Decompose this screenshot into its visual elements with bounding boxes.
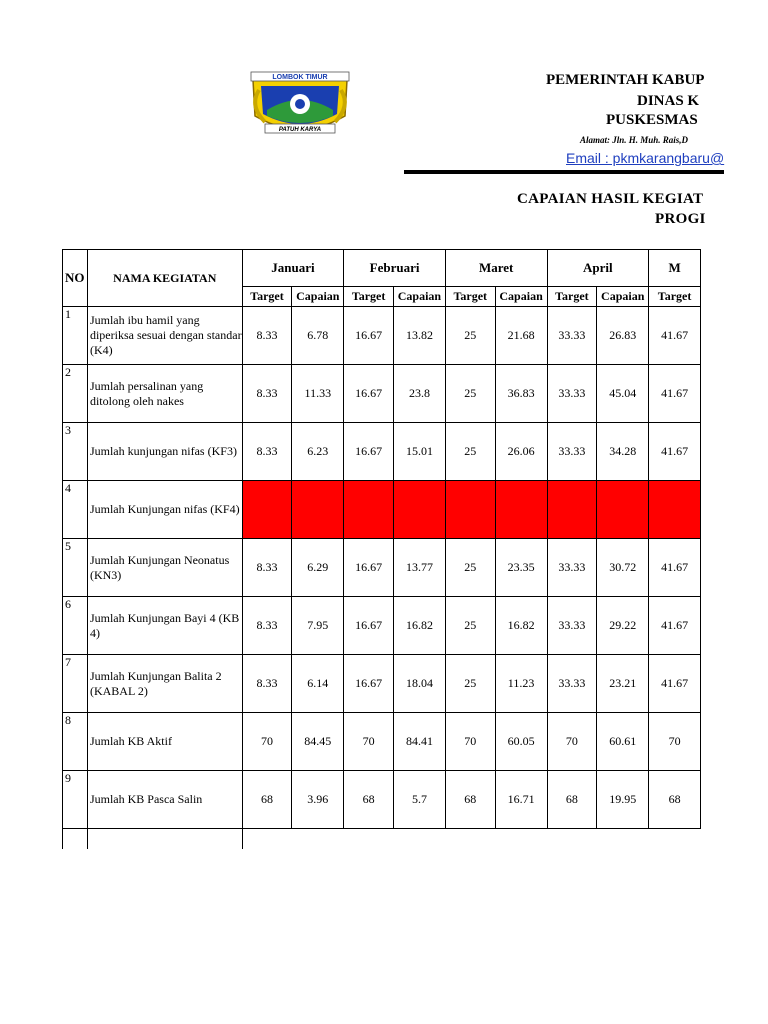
month-header-fifth: M [649,250,701,287]
empty-cell [394,829,446,849]
capaian-value-cell: 16.71 [495,771,547,829]
subheader-target: Target [649,287,701,307]
header-line-government: PEMERINTAH KABUP [546,72,705,88]
row-number: 5 [63,539,88,597]
target-value-cell: 8.33 [242,539,292,597]
empty-cell [292,829,344,849]
empty-cell [547,829,597,849]
target-value-cell [649,481,701,539]
table-row [63,771,701,829]
target-value-cell: 70 [242,713,292,771]
row-number: 4 [63,481,88,539]
activity-name: Jumlah Kunjungan Balita 2 (KABAL 2) [87,655,242,713]
capaian-value-cell: 30.72 [597,539,649,597]
target-value-cell [344,481,394,539]
table-row [63,307,701,365]
report-title-line2: PROGI [655,211,706,227]
subheader-target: Target [344,287,394,307]
capaian-value-cell: 45.04 [597,365,649,423]
subheader-capaian: Capaian [292,287,344,307]
header-line-puskesmas: PUSKESMAS [606,112,698,128]
target-value-cell: 25 [445,365,495,423]
table-row [63,423,701,481]
month-header-januari: Januari [242,250,344,287]
target-value-cell [445,481,495,539]
logo-bottom-text: PATUH KARYA [278,127,322,133]
table-row [63,655,701,713]
lombok-timur-emblem-logo [245,70,355,140]
capaian-value-cell: 11.23 [495,655,547,713]
capaian-value-cell [597,481,649,539]
capaian-value-cell [292,481,344,539]
activity-name: Jumlah Kunjungan Neonatus (KN3) [87,539,242,597]
target-value-cell: 68 [242,771,292,829]
target-value-cell: 16.67 [344,423,394,481]
subheader-capaian: Capaian [394,287,446,307]
target-value-cell: 16.67 [344,539,394,597]
capaian-value-cell: 16.82 [495,597,547,655]
table-body [63,307,701,849]
target-value-cell: 8.33 [242,597,292,655]
capaian-value-cell: 23.21 [597,655,649,713]
target-value-cell: 41.67 [649,655,701,713]
target-value-cell: 33.33 [547,365,597,423]
capaian-value-cell: 6.14 [292,655,344,713]
empty-cell [344,829,394,849]
target-value-cell: 41.67 [649,597,701,655]
target-value-cell: 68 [547,771,597,829]
target-value-cell: 8.33 [242,423,292,481]
capaian-value-cell: 60.61 [597,713,649,771]
capaian-value-cell: 84.45 [292,713,344,771]
row-number: 1 [63,307,88,365]
target-value-cell: 41.67 [649,365,701,423]
target-value-cell: 25 [445,655,495,713]
activity-name: Jumlah KB Aktif [87,713,242,771]
target-value-cell: 70 [344,713,394,771]
capaian-value-cell: 26.83 [597,307,649,365]
target-value-cell: 68 [649,771,701,829]
capaian-value-cell: 29.22 [597,597,649,655]
target-value-cell: 33.33 [547,307,597,365]
column-header-no: NO [63,250,88,307]
header-address: Alamat: Jln. H. Muh. Rais,D [580,135,689,145]
capaian-value-cell: 3.96 [292,771,344,829]
capaian-value-cell: 36.83 [495,365,547,423]
target-value-cell: 16.67 [344,365,394,423]
target-value-cell: 33.33 [547,655,597,713]
target-value-cell: 25 [445,307,495,365]
month-header-februari: Februari [344,250,446,287]
capaian-value-cell: 11.33 [292,365,344,423]
target-value-cell: 70 [547,713,597,771]
column-header-name: NAMA KEGIATAN [87,250,242,307]
header-divider-rule [404,170,724,174]
target-value-cell: 8.33 [242,365,292,423]
empty-cell [242,829,292,849]
target-value-cell: 25 [445,539,495,597]
capaian-value-cell: 60.05 [495,713,547,771]
capaian-value-cell: 23.8 [394,365,446,423]
table-continuation-row [63,829,701,849]
capaian-value-cell: 6.78 [292,307,344,365]
target-value-cell: 25 [445,597,495,655]
target-value-cell: 41.67 [649,423,701,481]
capaian-value-cell: 6.23 [292,423,344,481]
table-row [63,713,701,771]
target-value-cell: 33.33 [547,423,597,481]
capaian-value-cell [394,481,446,539]
achievement-table [62,249,701,849]
target-value-cell: 25 [445,423,495,481]
row-number: 2 [63,365,88,423]
target-value-cell: 33.33 [547,539,597,597]
capaian-value-cell: 16.82 [394,597,446,655]
capaian-value-cell: 19.95 [597,771,649,829]
logo-top-text: LOMBOK TIMUR [272,74,328,81]
capaian-value-cell: 18.04 [394,655,446,713]
target-value-cell: 8.33 [242,307,292,365]
target-value-cell: 68 [344,771,394,829]
capaian-value-cell: 21.68 [495,307,547,365]
row-number: 7 [63,655,88,713]
capaian-value-cell: 15.01 [394,423,446,481]
empty-cell [495,829,547,849]
target-value-cell: 16.67 [344,597,394,655]
row-number: 9 [63,771,88,829]
capaian-value-cell: 23.35 [495,539,547,597]
subheader-target: Target [547,287,597,307]
empty-cell [445,829,495,849]
subheader-target: Target [242,287,292,307]
table-row [63,597,701,655]
table-row [63,481,701,539]
capaian-value-cell: 5.7 [394,771,446,829]
capaian-value-cell: 6.29 [292,539,344,597]
table-row [63,539,701,597]
target-value-cell: 70 [649,713,701,771]
target-value-cell [242,481,292,539]
month-header-april: April [547,250,649,287]
target-value-cell: 70 [445,713,495,771]
target-value-cell: 16.67 [344,655,394,713]
table-row [63,365,701,423]
capaian-value-cell: 7.95 [292,597,344,655]
activity-name: Jumlah kunjungan nifas (KF3) [87,423,242,481]
activity-name: Jumlah Kunjungan nifas (KF4) [87,481,242,539]
header-email-link[interactable]: Email : pkmkarangbaru@ [566,150,725,166]
activity-name: Jumlah persalinan yang ditolong oleh nakes [87,365,242,423]
target-value-cell: 33.33 [547,597,597,655]
capaian-value-cell: 13.77 [394,539,446,597]
empty-cell [597,829,649,849]
subheader-target: Target [445,287,495,307]
capaian-value-cell: 13.82 [394,307,446,365]
header-line-department: DINAS K [637,93,700,109]
subheader-capaian: Capaian [495,287,547,307]
capaian-value-cell: 34.28 [597,423,649,481]
empty-cell [87,829,242,849]
subheader-capaian: Capaian [597,287,649,307]
activity-name: Jumlah ibu hamil yang diperiksa sesuai dengan standar (K4) [87,307,242,365]
target-value-cell [547,481,597,539]
target-value-cell: 41.67 [649,307,701,365]
target-value-cell: 16.67 [344,307,394,365]
month-header-maret: Maret [445,250,547,287]
activity-name: Jumlah KB Pasca Salin [87,771,242,829]
capaian-value-cell: 26.06 [495,423,547,481]
capaian-value-cell: 84.41 [394,713,446,771]
report-title-line1: CAPAIAN HASIL KEGIAT [517,191,704,207]
row-number: 6 [63,597,88,655]
empty-cell [63,829,88,849]
target-value-cell: 8.33 [242,655,292,713]
capaian-value-cell [495,481,547,539]
target-value-cell: 68 [445,771,495,829]
activity-name: Jumlah Kunjungan Bayi 4 (KB 4) [87,597,242,655]
empty-cell [649,829,701,849]
row-number: 3 [63,423,88,481]
row-number: 8 [63,713,88,771]
target-value-cell: 41.67 [649,539,701,597]
